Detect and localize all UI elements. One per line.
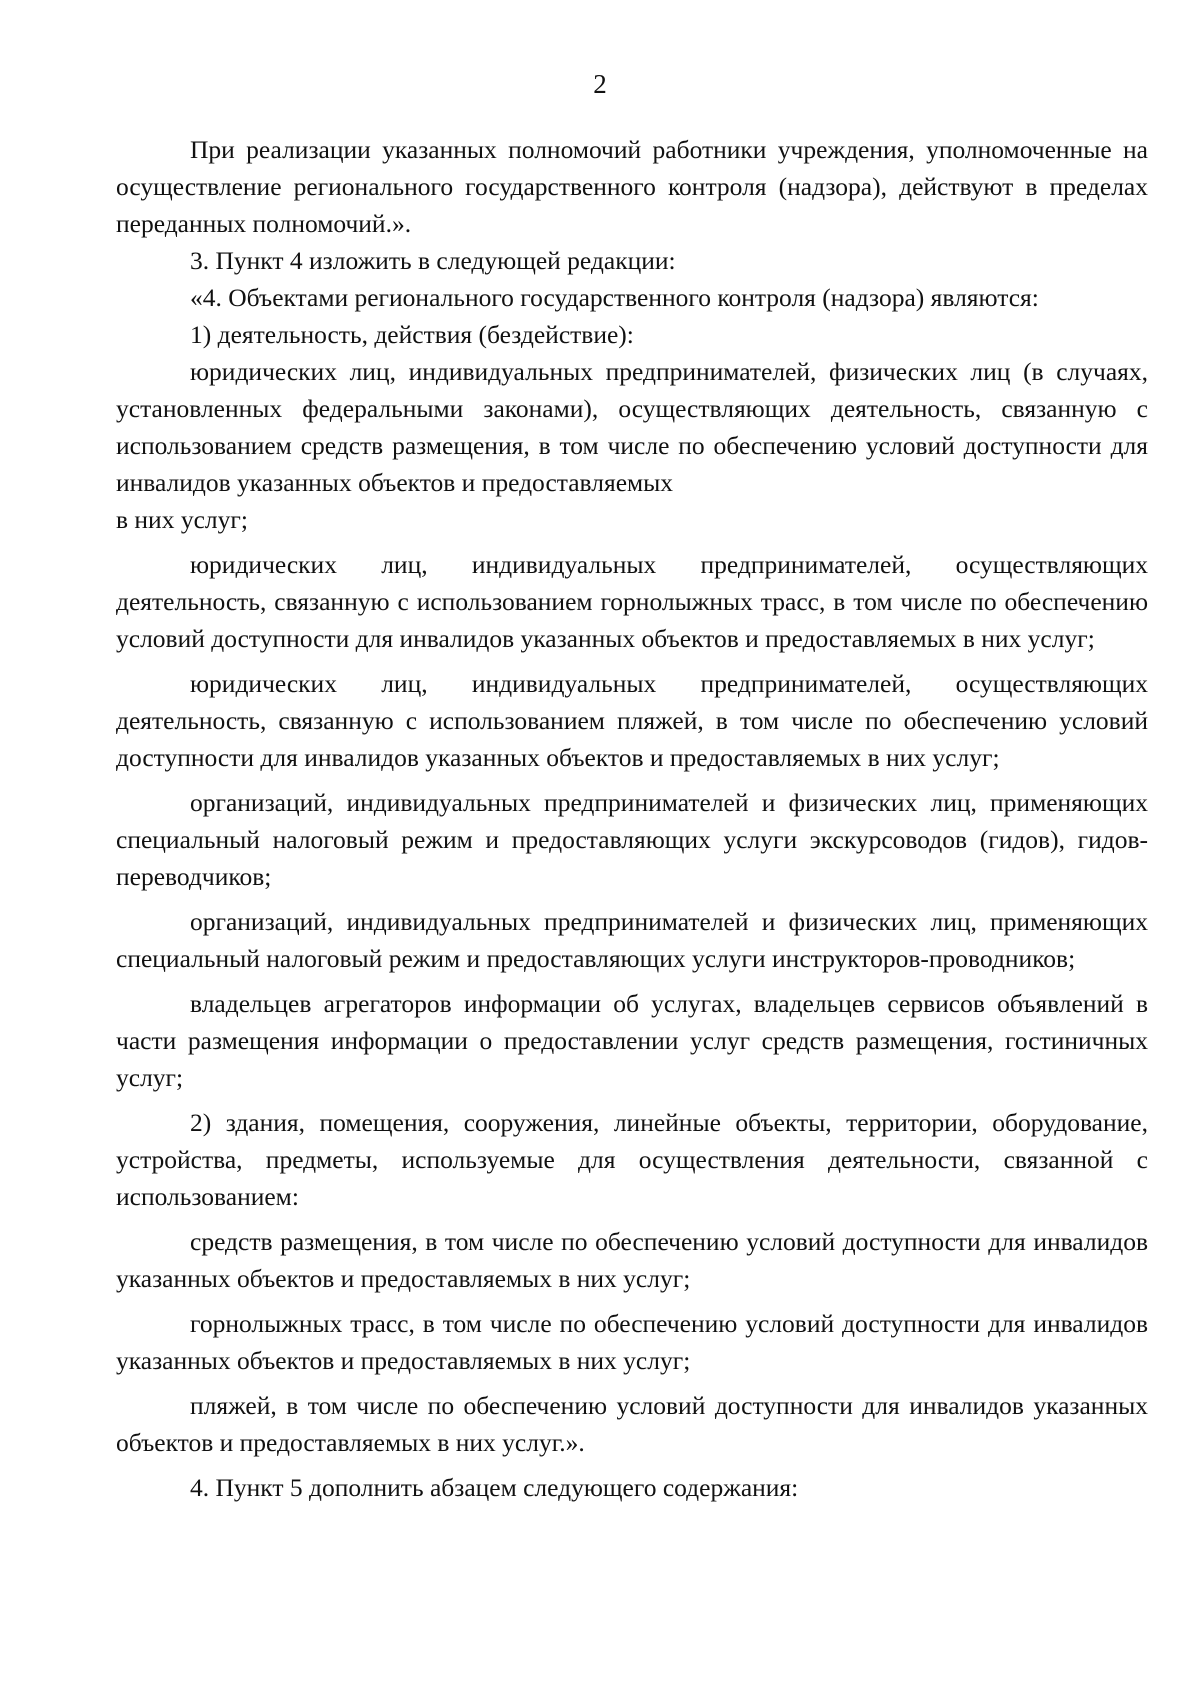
paragraph-subitem-1: 1) деятельность, действия (бездействие): xyxy=(190,320,634,349)
paragraph-item-4: 4. Пункт 5 дополнить абзацем следующего содержания: xyxy=(190,1473,799,1502)
paragraph-tour-guides: организаций, индивидуальных предпринимателей и физических лиц, применяющих специальный налоговый режим и предоставляющих услуги экскурсоводов (гидов), гидов-переводчиков; xyxy=(116,788,1148,891)
paragraph-ski-slopes-use: горнолыжных трасс, в том числе по обеспечению условий доступности для инвалидов указанных объектов и предоставляемых в них услуг; xyxy=(116,1309,1148,1375)
paragraph-powers-implementation: При реализации указанных полномочий работники учреждения, уполномоченные на осуществление регионального государственного контроля (надзора), действуют в пределах переданных полномочий.». xyxy=(116,135,1148,238)
paragraph-ski-slopes: юридических лиц, индивидуальных предпринимателей, осуществляющих деятельность, связанную с использованием горнолыжных трасс, в том числе по обеспечению условий доступности для инвалидов указанных объектов и предоставляемых в них услуг; xyxy=(116,550,1148,653)
paragraph-item-3: 3. Пункт 4 изложить в следующей редакции: xyxy=(190,246,676,275)
paragraph-accommodation-use: средств размещения, в том числе по обеспечению условий доступности для инвалидов указанных объектов и предоставляемых в них услуг; xyxy=(116,1227,1148,1293)
paragraph-beaches: юридических лиц, индивидуальных предпринимателей, осуществляющих деятельность, связанную с использованием пляжей, в том числе по обеспечению условий доступности для инвалидов указанных объектов и предоставляемых в них услуг; xyxy=(116,669,1148,772)
paragraph-beaches-use: пляжей, в том числе по обеспечению условий доступности для инвалидов указанных объектов и предоставляемых в них услуг.». xyxy=(116,1391,1148,1457)
paragraph-aggregators: владельцев агрегаторов информации об услугах, владельцев сервисов объявлений в части размещения информации о предоставлении услуг средств размещения, гостиничных услуг; xyxy=(116,989,1148,1092)
document-body xyxy=(116,131,1148,1506)
paragraph-subitem-2: 2) здания, помещения, сооружения, линейные объекты, территории, оборудование, устройства, предметы, используемые для осуществления деятельности, связанной с использованием: xyxy=(116,1108,1148,1211)
paragraph-point-4-objects: «4. Объектами регионального государственного контроля (надзора) являются: xyxy=(190,283,1039,312)
page-number: 2 xyxy=(593,69,607,99)
paragraph-accommodation-facilities: юридических лиц, индивидуальных предпринимателей, физических лиц (в случаях, установленных федеральными законами), осуществляющих деятельность, связанную с использованием средств размещения, в том числе по обеспечению условий доступности для инвалидов указанных объектов и предоставляемых xyxy=(116,357,1148,497)
paragraph-instructor-guides: организаций, индивидуальных предпринимателей и физических лиц, применяющих специальный налоговый режим и предоставляющих услуги инструкторов-проводников; xyxy=(116,907,1148,973)
paragraph-accommodation-continuation: в них услуг; xyxy=(116,505,248,534)
